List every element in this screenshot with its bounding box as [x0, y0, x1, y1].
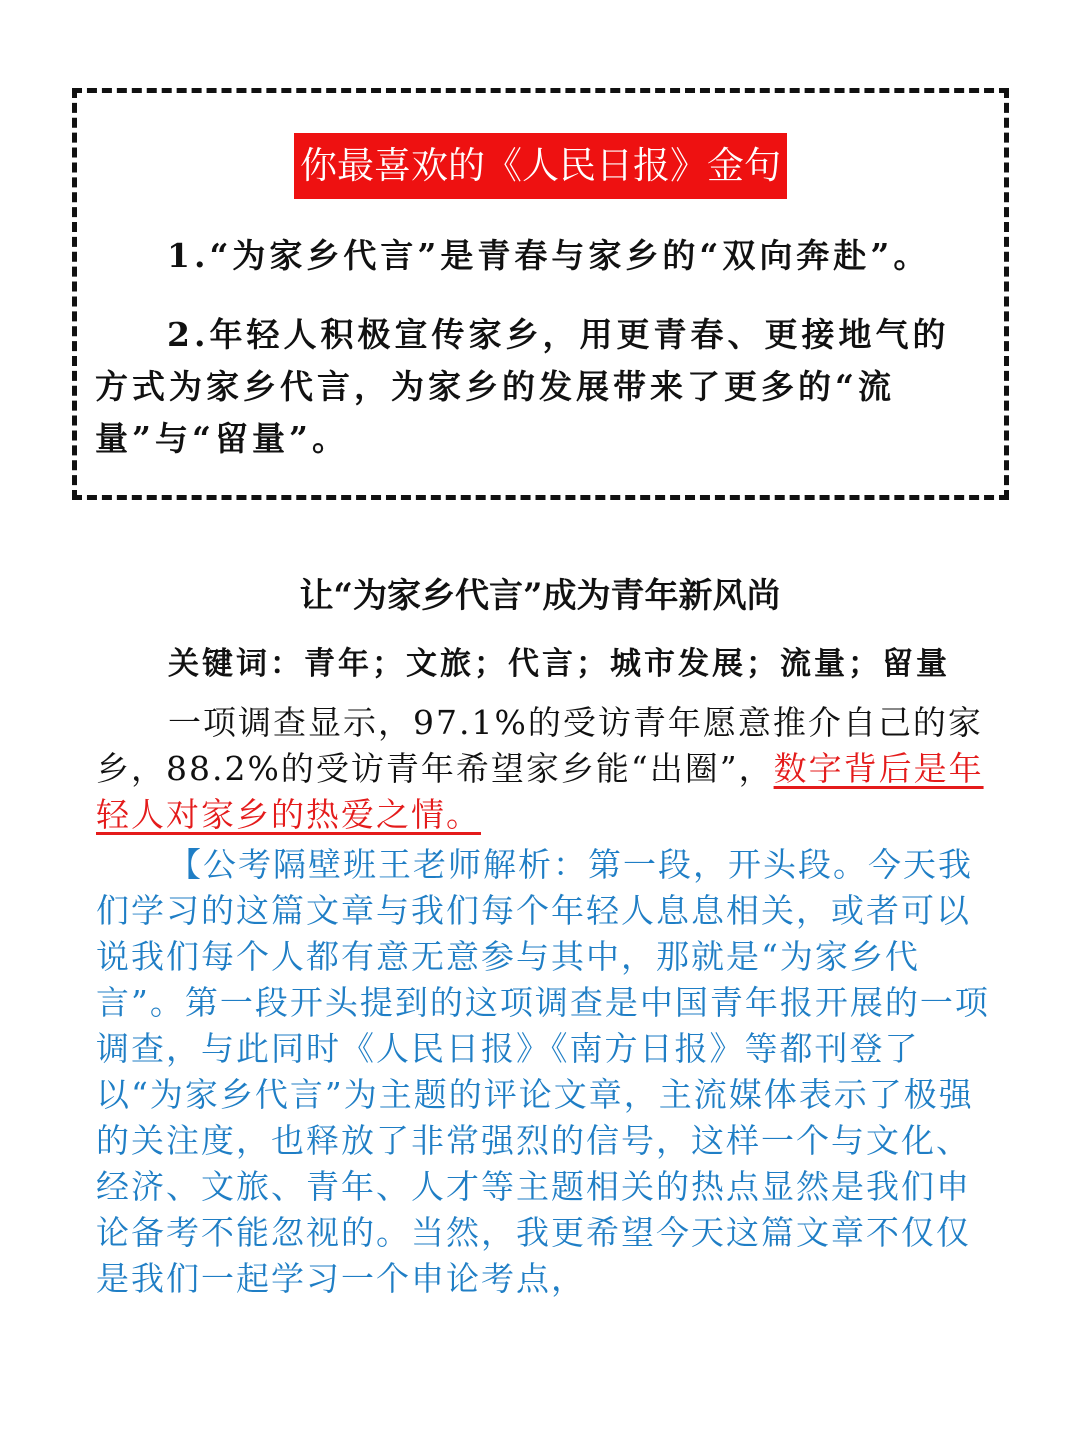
- paragraph-1-text: 一项调查显示，97.1%的受访青年愿意推介自己的家乡，88.2%的受访青年希望家乡能“出圈”，: [96, 703, 983, 788]
- quote-item-1: 1.“为家乡代言”是青春与家乡的“双向奔赴”。: [167, 236, 931, 275]
- quote-title: 你最喜欢的《人民日报》金句: [294, 133, 787, 199]
- quote-item-2: 2.年轻人积极宣传家乡，用更青春、更接地气的方式为家乡代言，为家乡的发展带来了更多的“流量”与“留量”。: [95, 315, 950, 458]
- article-title: 让“为家乡代言”成为青年新风尚: [299, 576, 781, 616]
- paragraph-1-highlight: 数字背后是年轻人对家乡的热爱之情。: [96, 749, 984, 834]
- quote-title-wrap: [77, 133, 1004, 199]
- analysis-paragraph: 【公考隔壁班王老师解析：第一段，开头段。今天我们学习的这篇文章与我们每个年轻人息息相关，或者可以说我们每个人都有意无意参与其中，那就是“为家乡代言”。第一段开头提到的这项调查是中国青年报开展的一项调查，与此同时《人民日报》《南方日报》等都刊登了以“为家乡代言”为主题的评论文章，主流媒体表示了极强的关注度，也释放了非常强烈的信号，这样一个与文化、经济、文旅、青年、人才等主题相关的热点显然是我们申论备考不能忽视的。当然，我更希望今天这篇文章不仅仅是我们一起学习一个申论考点，: [96, 845, 990, 1298]
- keywords: 关键词：青年；文旅；代言；城市发展；流量；留量: [168, 646, 950, 682]
- paragraph-1: [96, 700, 996, 838]
- quote-box: [72, 88, 1009, 500]
